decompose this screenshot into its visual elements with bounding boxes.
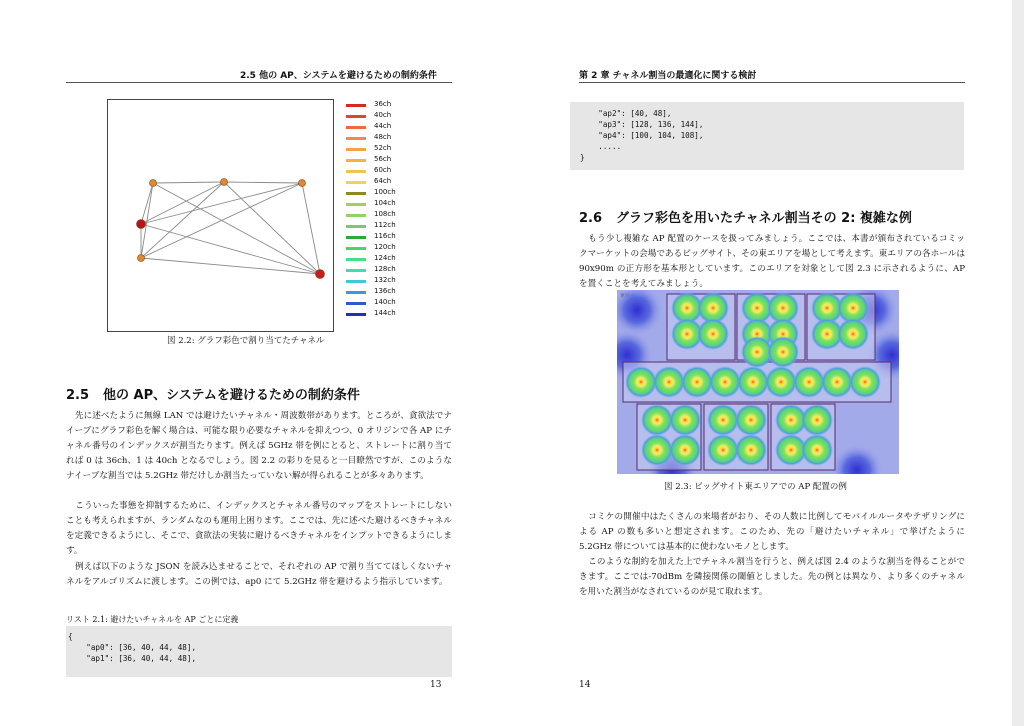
legend-label: 144ch	[374, 309, 396, 317]
access-point-signal	[669, 404, 701, 436]
graph-node	[138, 255, 145, 262]
section-number: 2.6	[579, 211, 603, 226]
paragraph: もう少し複雑な AP 配置のケースを扱ってみましょう。ここでは、本書が頒布されているコミックマーケットの会場であるビッグサイト、その東エリアを場として考えます。東エリアの各ホールは 90x90m の正方形を基本形としています。このエリアを対象として図 2.3 に示されるように、AP を置くことを考えてみましょう。	[579, 234, 965, 289]
code-line: {	[68, 632, 73, 641]
access-point-signal	[697, 318, 729, 350]
access-point-signal	[653, 366, 685, 398]
legend-label: 44ch	[374, 122, 392, 130]
legend	[346, 100, 408, 322]
graph-node	[316, 270, 325, 279]
legend-label: 40ch	[374, 111, 392, 119]
legend-swatch	[346, 236, 366, 239]
access-point-signal	[767, 336, 799, 368]
legend-swatch	[346, 115, 366, 118]
code-listing-continued	[570, 102, 964, 170]
page-number: 13	[430, 680, 442, 690]
legend-label: 132ch	[374, 276, 396, 284]
header-rule	[66, 82, 452, 83]
legend-label: 120ch	[374, 243, 396, 251]
legend-swatch	[346, 313, 366, 316]
legend-label: 52ch	[374, 144, 392, 152]
legend-swatch	[346, 280, 366, 283]
graph-node	[150, 180, 157, 187]
legend-label: 140ch	[374, 298, 396, 306]
header-rule	[579, 82, 965, 83]
legend-label: 100ch	[374, 188, 396, 196]
legend-swatch	[346, 291, 366, 294]
code-line: "ap2": [40, 48],	[580, 109, 672, 118]
legend-swatch	[346, 302, 366, 305]
code-line: "ap1": [36, 40, 44, 48],	[68, 654, 197, 663]
legend-label: 104ch	[374, 199, 396, 207]
legend-label: 48ch	[374, 133, 392, 141]
paragraph: コミケの開催中はたくさんの来場者がおり、その人数に比例してモバイルルータやテザリングによる AP の数も多いと想定されます。このため、先の「避けたいチャネル」で挙げたように 5.2GHz 帯については基本的に使わないモノとします。	[579, 512, 965, 552]
section-title: 他の AP、システムを避けるための制約条件	[103, 388, 360, 403]
page-number: 14	[579, 680, 591, 690]
access-point-signal	[735, 404, 767, 436]
legend-label: 36ch	[374, 100, 392, 108]
access-point-signal	[681, 366, 713, 398]
right-page	[512, 0, 1012, 726]
ap-placement-map	[617, 290, 899, 474]
section-title: グラフ彩色を用いたチャネル割当その 2: 複雑な例	[616, 211, 912, 226]
legend-label: 56ch	[374, 155, 392, 163]
legend-swatch	[346, 126, 366, 129]
access-point-signal	[765, 366, 797, 398]
section-heading	[66, 384, 360, 403]
section-number: 2.5	[66, 388, 90, 403]
legend-label: 136ch	[374, 287, 396, 295]
graph-node	[137, 220, 146, 229]
paragraph: 先に述べたように無線 LAN では避けたいチャネル・周波数帯があります。ところが、貪欲法でナイーブにグラフ彩色を解く場合は、可能な限り必要なチャネルを抑えつつ、0 オリジンで各 AP にチャネル番号のインデックスが割当たります。例えば 5GHz 帯を例にとると、ストレートに割り当てれば 0 は 36ch、1 は 40ch となるでしょう。図 2.2 の彩りを見ると一目瞭然ですが、このようなナイーブな割当では 5.2GHz 帯だけしか割当たっていない解が得られることが多々あります。	[66, 411, 452, 481]
access-point-signal	[735, 434, 767, 466]
code-line: }	[580, 153, 585, 162]
legend-swatch	[346, 148, 366, 151]
legend-swatch	[346, 258, 366, 261]
access-point-signal	[801, 434, 833, 466]
legend-swatch	[346, 137, 366, 140]
access-point-signal	[641, 434, 673, 466]
code-line: "ap4": [100, 104, 108],	[580, 131, 704, 140]
access-point-signal	[837, 318, 869, 350]
access-point-signal	[669, 434, 701, 466]
page-edge	[1012, 0, 1024, 726]
access-point-signal	[737, 366, 769, 398]
paragraph: 例えば以下のような JSON を読み込ませることで、それぞれの AP で割り当ててほしくないチャネルをアルゴリズムに渡します。この例では、ap0 にて 5.2GHz 帯を避けるよう指示しています。	[66, 562, 452, 587]
access-point-signal	[821, 366, 853, 398]
listing-caption: リスト 2.1: 避けたいチャネルを AP ごとに定義	[66, 615, 239, 624]
graph-node	[299, 180, 306, 187]
paragraph: こういった事態を抑制するために、インデックスとチャネル番号のマップをストレートにしないことも考えられますが、ランダムなのも運用上困ります。ここでは、先に述べた避けるべきチャネルを定義できるようにし、そこで、貪欲法の実装に避けるべきチャネルをインプットできるようにします。	[66, 501, 452, 556]
access-point-signal	[709, 366, 741, 398]
code-line: .....	[580, 142, 622, 151]
legend-swatch	[346, 247, 366, 250]
graph-figure	[107, 99, 334, 332]
legend-swatch	[346, 181, 366, 184]
access-point-signal	[801, 404, 833, 436]
code-line: "ap3": [128, 136, 144],	[580, 120, 704, 129]
graph-node	[221, 179, 228, 186]
access-point-signal	[793, 366, 825, 398]
paragraph: このような制約を加えた上でチャネル割当を行うと、例えば図 2.4 のような割当を得ることができます。ここでは-70dBm を隣接関係の閾値としました。先の例とは異なり、より多くのチャネルを用いた割当がなされているのが見て取れます。	[579, 557, 965, 597]
legend-label: 60ch	[374, 166, 392, 174]
legend-swatch	[346, 192, 366, 195]
code-listing	[66, 626, 452, 677]
running-head: 第 2 章 チャネル割当の最適化に関する検討	[579, 71, 757, 81]
access-point-signal	[625, 366, 657, 398]
legend-swatch	[346, 170, 366, 173]
legend-swatch	[346, 214, 366, 217]
legend-swatch	[346, 203, 366, 206]
code-line: "ap0": [36, 40, 44, 48],	[68, 643, 197, 652]
legend-label: 64ch	[374, 177, 392, 185]
legend-swatch	[346, 225, 366, 228]
access-point-signal	[849, 366, 881, 398]
figure-caption: 図 2.3: ビッグサイト東エリアでの AP 配置の例	[664, 482, 847, 492]
legend-swatch	[346, 269, 366, 272]
legend-label: 108ch	[374, 210, 396, 218]
access-point-signal	[707, 404, 739, 436]
legend-swatch	[346, 104, 366, 107]
legend-label: 112ch	[374, 221, 396, 229]
legend-label: 128ch	[374, 265, 396, 273]
section-heading	[579, 207, 912, 226]
figure-caption: 図 2.2: グラフ彩色で割り当てたチャネル	[167, 336, 325, 346]
legend-label: 124ch	[374, 254, 396, 262]
access-point-signal	[641, 404, 673, 436]
running-head: 2.5 他の AP、システムを避けるための制約条件	[240, 71, 437, 81]
legend-label: 116ch	[374, 232, 396, 240]
access-point-signal	[707, 434, 739, 466]
legend-swatch	[346, 159, 366, 162]
plot-frame	[108, 100, 334, 332]
